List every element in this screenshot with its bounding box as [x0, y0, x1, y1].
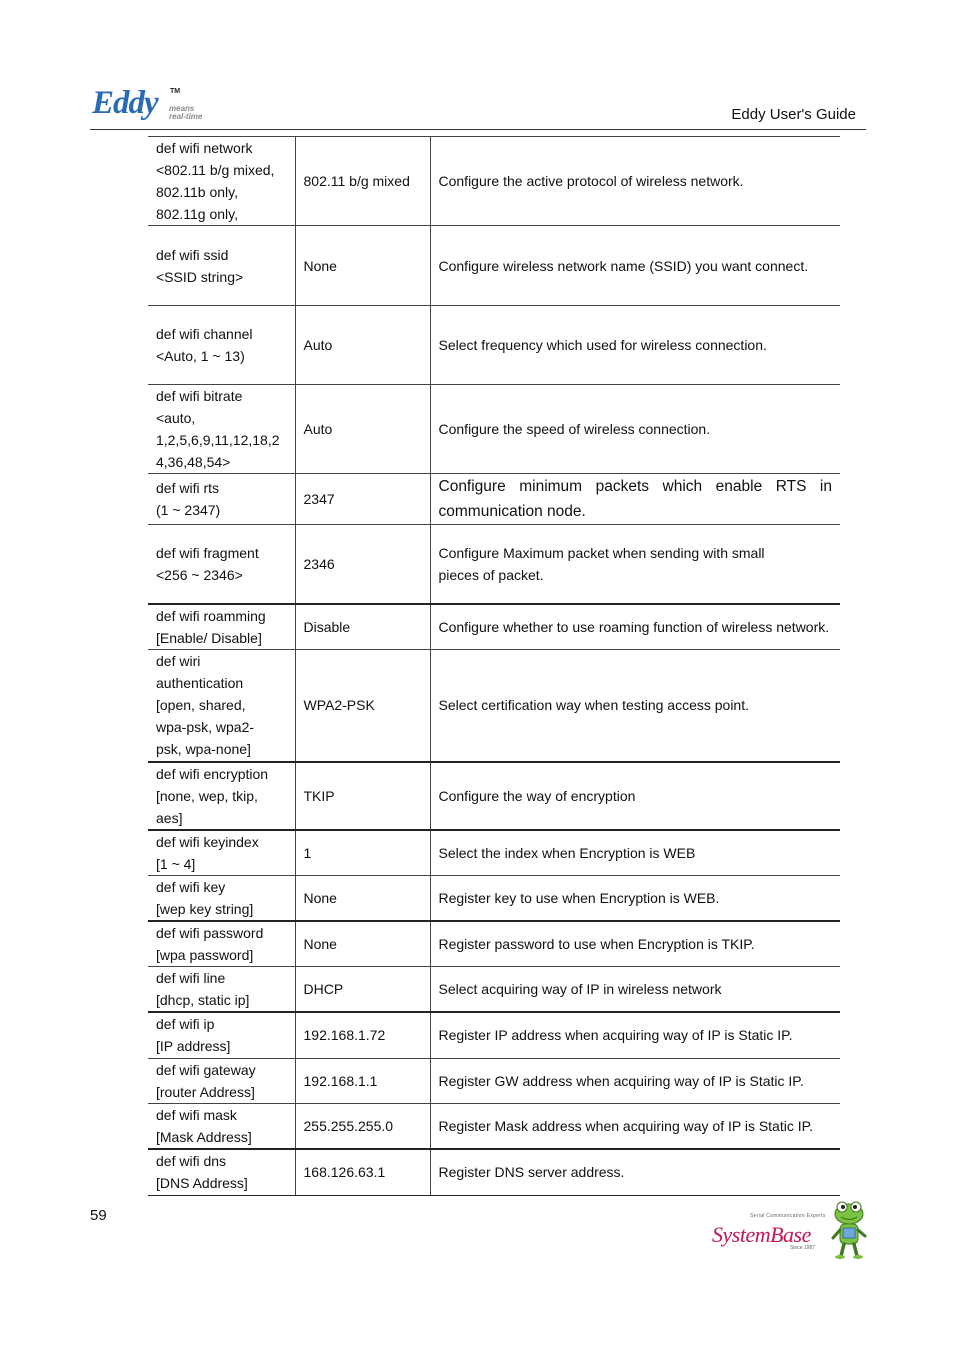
logo-trademark: TM — [170, 88, 181, 95]
description-cell: Configure minimum packets which enable RTS in communication node. — [430, 474, 840, 525]
table-row — [148, 137, 840, 226]
command-cell: def wifi network <802.11 b/g mixed, 802.11b only, 802.11g only, — [148, 137, 295, 226]
default-cell: None — [295, 875, 430, 921]
logo-tagline-1: means — [169, 104, 195, 113]
command-cell: def wifi ip [IP address] — [148, 1012, 295, 1058]
table-row — [148, 525, 840, 604]
command-cell: def wifi key [wep key string] — [148, 875, 295, 921]
table-row — [148, 474, 840, 525]
table-row — [148, 1012, 840, 1058]
header-divider — [90, 129, 866, 130]
default-cell: TKIP — [295, 762, 430, 830]
brand-tagline: Serial Communication Experts — [750, 1213, 826, 1219]
command-cell: def wifi line [dhcp, static ip] — [148, 967, 295, 1013]
description-cell: Configure whether to use roaming function of wireless network. — [430, 604, 840, 650]
eddy-logo — [92, 86, 222, 126]
table-row — [148, 921, 840, 967]
default-cell: 802.11 b/g mixed — [295, 137, 430, 226]
description-cell: Configure Maximum packet when sending with small pieces of packet. — [430, 525, 840, 604]
command-cell: def wifi keyindex [1 ~ 4] — [148, 830, 295, 876]
table-row — [148, 226, 840, 306]
description-cell: Select acquiring way of IP in wireless network — [430, 967, 840, 1013]
default-cell: 2347 — [295, 474, 430, 525]
default-cell: Disable — [295, 604, 430, 650]
table-row — [148, 830, 840, 876]
command-cell: def wifi gateway [router Address] — [148, 1058, 295, 1103]
command-cell: def wifi channel <Auto, 1 ~ 13) — [148, 306, 295, 385]
table-row — [148, 385, 840, 474]
description-cell: Select frequency which used for wireless connection. — [430, 306, 840, 385]
command-cell: def wifi password [wpa password] — [148, 921, 295, 967]
default-cell: WPA2-PSK — [295, 650, 430, 762]
command-cell: def wifi fragment <256 ~ 2346> — [148, 525, 295, 604]
description-cell: Register IP address when acquiring way of IP is Static IP. — [430, 1012, 840, 1058]
default-cell: 255.255.255.0 — [295, 1103, 430, 1149]
table-row — [148, 1149, 840, 1195]
page-number: 59 — [90, 1207, 107, 1224]
command-cell: def wifi ssid <SSID string> — [148, 226, 295, 306]
brand-name: SystemBase — [712, 1222, 811, 1247]
table-row — [148, 875, 840, 921]
description-cell: Configure wireless network name (SSID) you want connect. — [430, 226, 840, 306]
frog-mascot-icon — [830, 1200, 868, 1260]
document-title: Eddy User's Guide — [731, 106, 856, 123]
description-cell: Register password to use when Encryption is TKIP. — [430, 921, 840, 967]
description-cell: Register DNS server address. — [430, 1149, 840, 1195]
command-cell: def wifi roamming [Enable/ Disable] — [148, 604, 295, 650]
systembase-logo — [712, 1200, 868, 1262]
table-row — [148, 762, 840, 830]
command-cell: def wifi bitrate <auto, 1,2,5,6,9,11,12,18,24,36,48,54> — [148, 385, 295, 474]
command-cell: def wifi mask [Mask Address] — [148, 1103, 295, 1149]
default-cell: Auto — [295, 306, 430, 385]
table-row — [148, 1058, 840, 1103]
table-row — [148, 967, 840, 1013]
brand-since: Since 1987 — [790, 1245, 816, 1251]
wifi-command-table — [148, 136, 840, 1196]
table-row — [148, 1103, 840, 1149]
table-row — [148, 604, 840, 650]
default-cell: 1 — [295, 830, 430, 876]
description-cell: Configure the active protocol of wireless network. — [430, 137, 840, 226]
command-cell: def wiri authentication [open, shared, wpa-psk, wpa2- psk, wpa-none] — [148, 650, 295, 762]
description-cell: Register Mask address when acquiring way of IP is Static IP. — [430, 1103, 840, 1149]
default-cell: 192.168.1.1 — [295, 1058, 430, 1103]
description-cell: Register key to use when Encryption is WEB. — [430, 875, 840, 921]
command-cell: def wifi rts (1 ~ 2347) — [148, 474, 295, 525]
command-cell: def wifi dns [DNS Address] — [148, 1149, 295, 1195]
default-cell: Auto — [295, 385, 430, 474]
logo-tagline-2: real-time — [169, 112, 203, 121]
default-cell: 192.168.1.72 — [295, 1012, 430, 1058]
command-cell: def wifi encryption [none, wep, tkip, aes] — [148, 762, 295, 830]
default-cell: 168.126.63.1 — [295, 1149, 430, 1195]
description-cell: Select certification way when testing access point. — [430, 650, 840, 762]
default-cell: None — [295, 226, 430, 306]
table-row — [148, 306, 840, 385]
description-cell: Register GW address when acquiring way of IP is Static IP. — [430, 1058, 840, 1103]
description-cell: Select the index when Encryption is WEB — [430, 830, 840, 876]
logo-wordmark: Eddy — [92, 85, 158, 121]
table-row — [148, 650, 840, 762]
description-cell: Configure the way of encryption — [430, 762, 840, 830]
default-cell: None — [295, 921, 430, 967]
default-cell: 2346 — [295, 525, 430, 604]
description-cell: Configure the speed of wireless connection. — [430, 385, 840, 474]
default-cell: DHCP — [295, 967, 430, 1013]
